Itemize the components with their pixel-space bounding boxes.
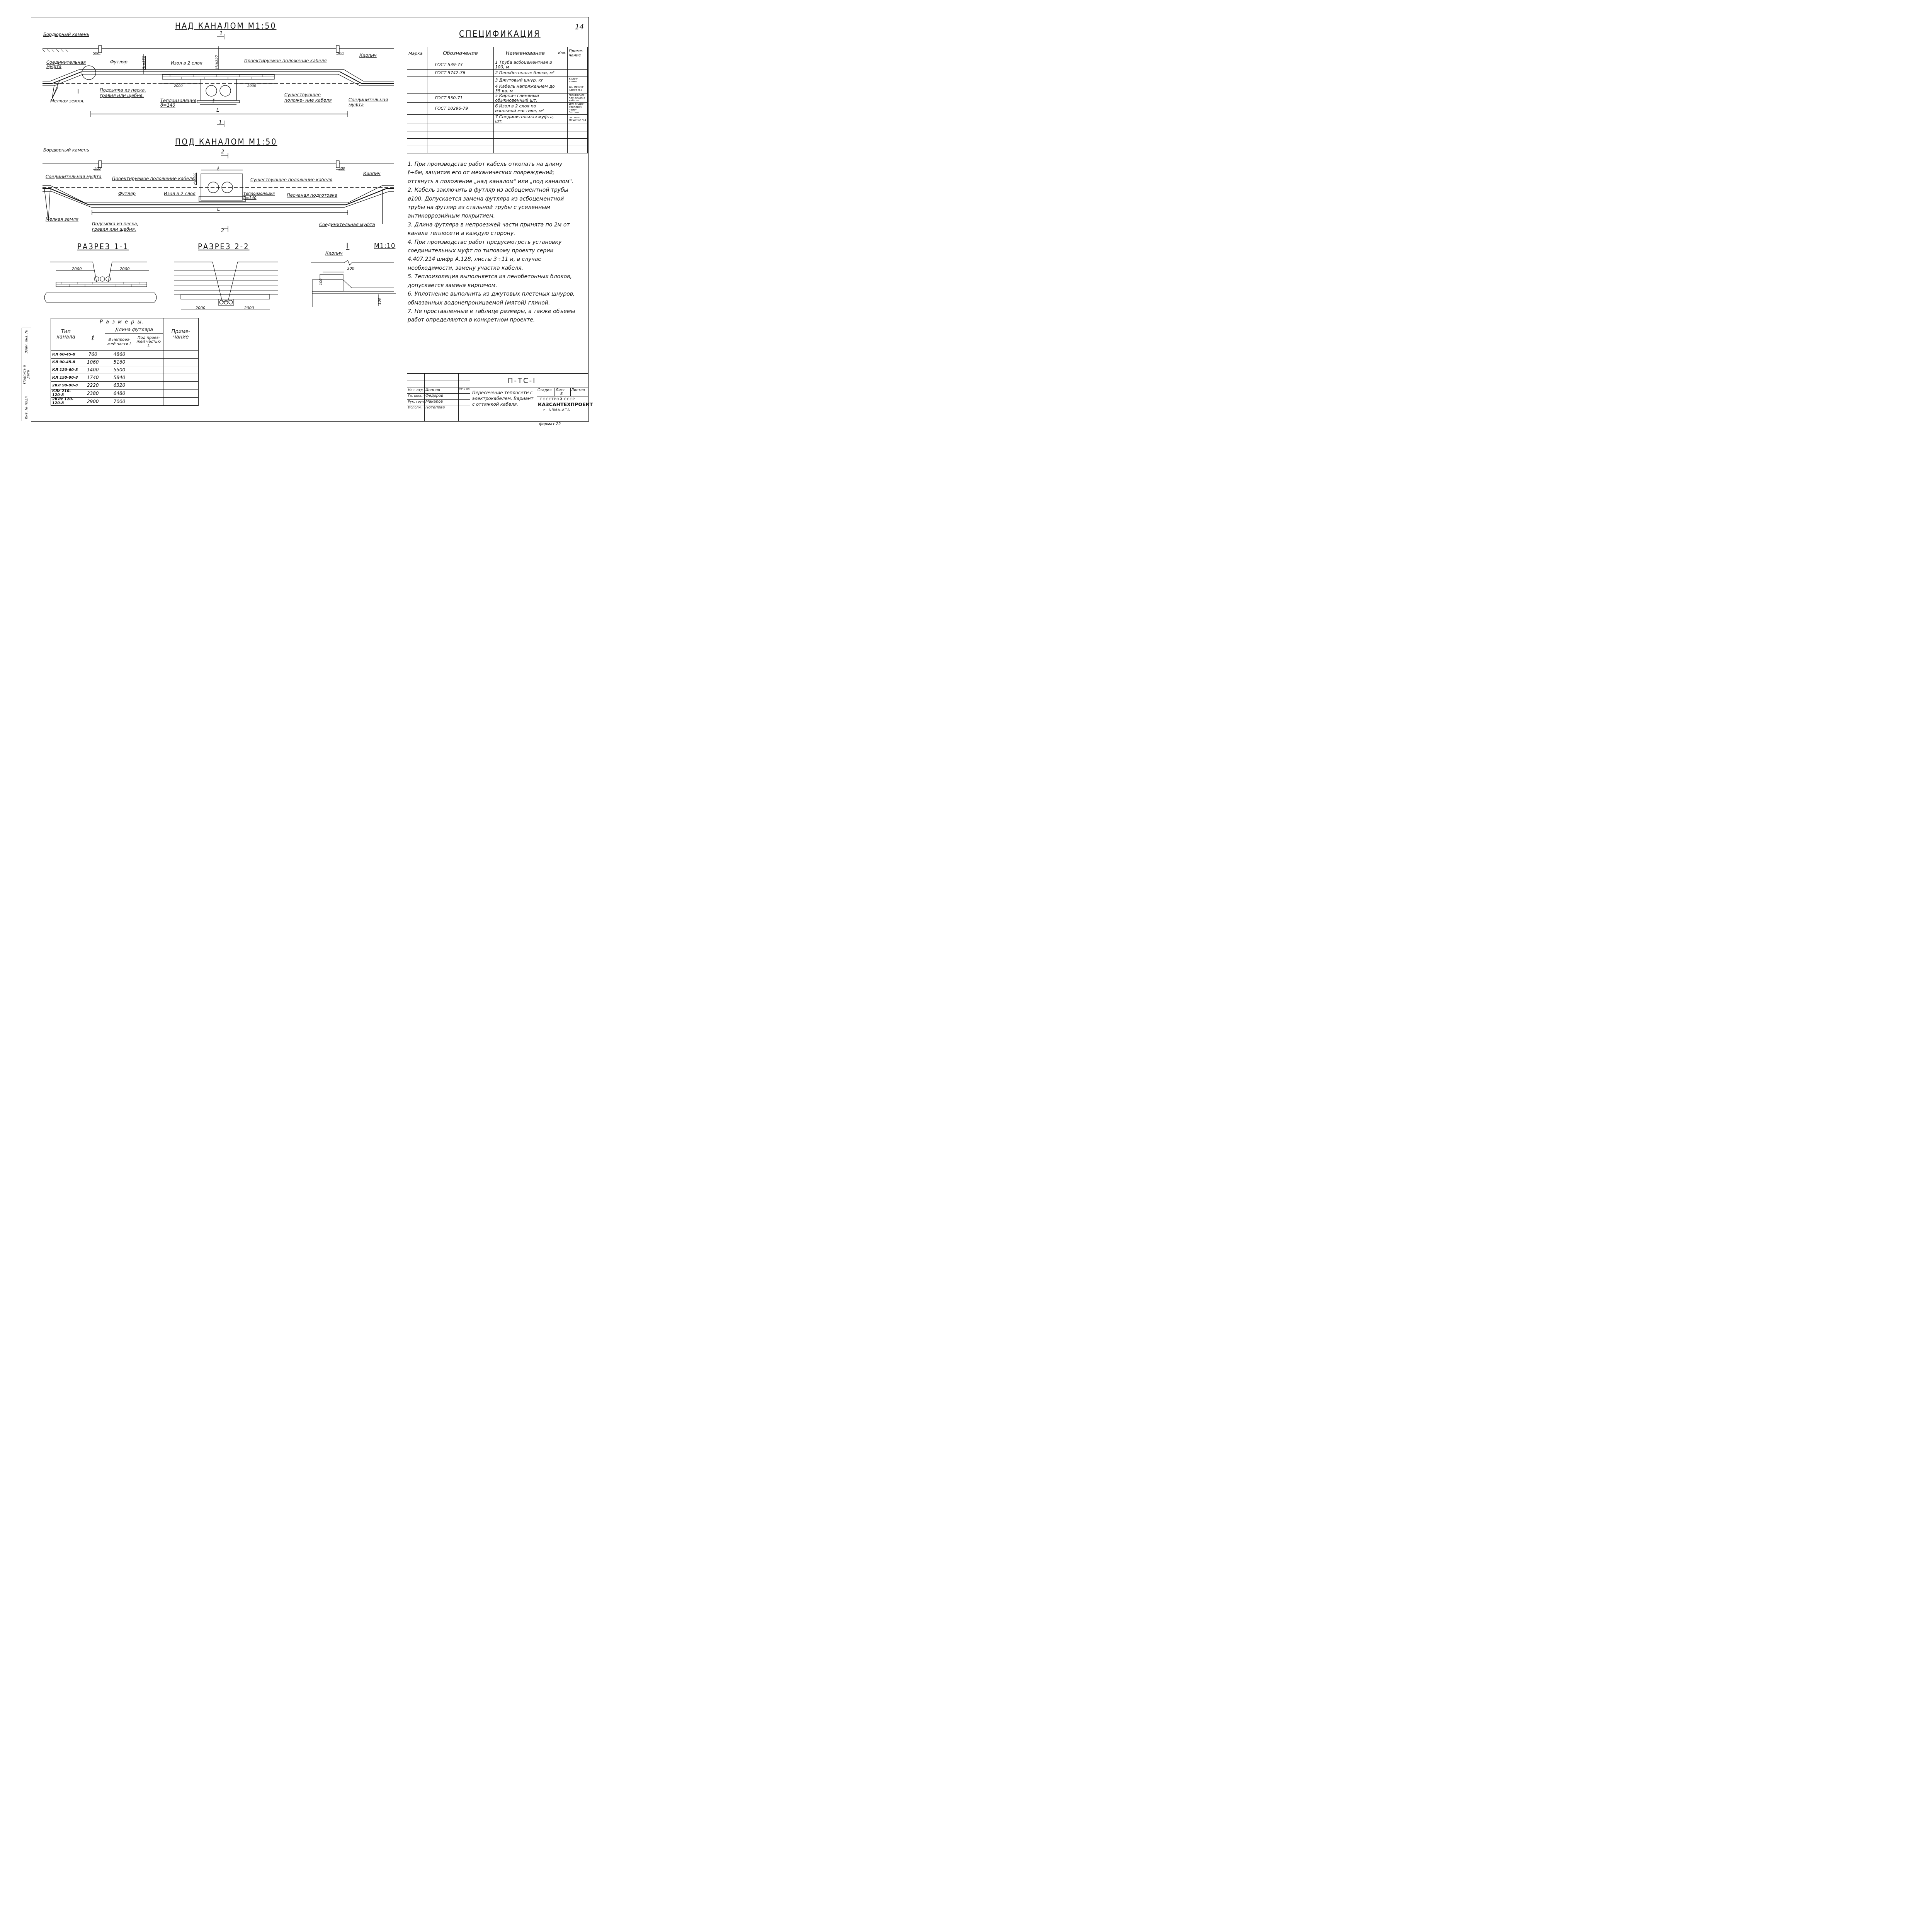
top-view-title: НАД КАНАЛОМ М1:50 [175, 21, 277, 31]
note-item: 4. При производстве работ предусмотреть установку соединительных муфт по типовому проекту серии 4.407.214 шифр А.128, листы 3÷11 и, в случае необходимости, замену участка кабеля. [408, 239, 562, 271]
spec-header-name: Наименование [494, 47, 557, 60]
dims-cell: КЛ 90-45-8 [51, 359, 81, 366]
title-block-person-name: Макаров [425, 400, 443, 404]
dims-header-nonroad: В непроез- жей части L [105, 334, 134, 351]
spec-cell [407, 138, 427, 146]
node-scale: М1:10 [374, 242, 396, 250]
spec-cell [557, 124, 568, 131]
top-label-fine-soil: Мелкая земля. [50, 98, 85, 104]
section1-drawing [43, 255, 158, 305]
dims-cell [163, 374, 199, 382]
spec-header-qty: Кол. [557, 47, 568, 60]
spec-cell [557, 84, 568, 94]
spec-table [407, 47, 588, 153]
bottom-label-sand: Песчаная подготовка [287, 192, 338, 198]
spec-cell [407, 124, 427, 131]
spec-cell [407, 103, 427, 114]
dims-cell: 6320 [105, 382, 134, 390]
spec-cell [568, 70, 588, 77]
spec-cell: 3 Джутовый шнур, кг [494, 77, 557, 84]
top-label-l: ℓ [213, 98, 215, 104]
title-block-role: Нач. отд. [408, 388, 424, 392]
bottom-label-500-left: 500 [94, 167, 101, 171]
note-item: 5. Теплоизоляция выполняется из пенобетонных блоков, допускается замена кирпичом. [408, 274, 572, 289]
bottom-sec-mark-top: 2 [221, 149, 224, 155]
top-label-projected: Проектируемое положение кабеля [244, 58, 327, 63]
title-block-person [407, 399, 470, 405]
bottom-label-500-right: 500 [338, 167, 345, 171]
dims-cell: 5500 [105, 366, 134, 374]
top-sec-mark-top: 1 [219, 31, 223, 37]
spec-cell: 4 Кабель напряжением до 35 кв. м [494, 84, 557, 94]
notes-block [408, 160, 580, 325]
top-label-h2: H₂≥350 [215, 55, 219, 69]
spec-cell [568, 131, 588, 138]
spec-cell [427, 114, 494, 124]
spec-cell [427, 124, 494, 131]
spec-cell [427, 146, 494, 153]
dims-cell [134, 374, 163, 382]
spec-cell [407, 60, 427, 70]
spec-cell [494, 146, 557, 153]
dims-cell: 760 [81, 351, 105, 359]
dims-cell [134, 390, 163, 398]
dims-cell [163, 390, 199, 398]
dims-header-sizes: Р а з м е р ы. [81, 318, 163, 326]
section2-dim1: 2000 [196, 306, 206, 310]
bottom-label-case: Футляр [118, 191, 136, 196]
spec-cell [568, 60, 588, 70]
section2-title: РАЗРЕЗ 2-2 [198, 242, 250, 251]
node-label-brick: Кирпич [325, 250, 343, 256]
title-block [407, 373, 593, 421]
node-dim-100b: 100 [378, 298, 382, 304]
spec-header-note: Приме- чание [568, 47, 588, 60]
top-label-2000-left: 2000 [174, 84, 183, 88]
dims-cell: 2220 [81, 382, 105, 390]
bottom-label-fill: Подсыпка из песка, гравия или щебня. [92, 221, 139, 232]
note-item: 7. Не проставленные в таблице размеры, а также объемы работ определяются в конкретном проекте. [408, 308, 575, 323]
dims-cell: 5840 [105, 374, 134, 382]
dims-cell [134, 351, 163, 359]
bottom-label-h3: H₃≥200 [193, 172, 197, 185]
spec-cell [557, 77, 568, 84]
spec-cell [427, 138, 494, 146]
top-label-heat: Теплоизоляция δ=140 [160, 98, 197, 108]
bottom-label-projected: Проектируемое положение кабеля [112, 176, 195, 181]
spec-cell [557, 70, 568, 77]
top-label-brick: Кирпич [359, 53, 377, 58]
dims-cell [134, 359, 163, 366]
side-stamp-repl: Взам. инв. № [25, 330, 29, 354]
spec-cell [557, 146, 568, 153]
spec-cell: 5 Кирпич глиняный обыкновенный шт. [494, 94, 557, 103]
section1-dim1: 2000 [72, 267, 82, 271]
title-block-person-name: Иванов [425, 388, 440, 392]
spec-cell: Механичес- кая защита кабеля [568, 94, 588, 103]
spec-cell: см. приме- чание п.4 [568, 84, 588, 94]
dims-header-l: ℓ [81, 326, 105, 351]
dims-cell: 1740 [81, 374, 105, 382]
title-block-description: Пересечение теплосети с электрокабелем. Вариант с оттяжкой кабеля. [472, 390, 534, 407]
bottom-view-title: ПОД КАНАЛОМ М1:50 [175, 137, 277, 146]
dims-cell [134, 397, 163, 405]
section2-dim2: 2000 [244, 306, 254, 310]
spec-cell [427, 84, 494, 94]
dims-header-case: Длина футляра [105, 326, 163, 334]
section2-drawing [170, 255, 282, 313]
top-label-fill: Подсыпка из песка, гравия или щебня. [100, 87, 146, 98]
spec-cell [407, 131, 427, 138]
bottom-label-brick: Кирпич [363, 171, 381, 176]
spec-cell: ГОСТ 539-73 [427, 60, 494, 70]
spec-cell: 7 Соединительная муфта, шт. [494, 114, 557, 124]
spec-cell: см. при- мечание п.4 [568, 114, 588, 124]
page-number: 14 [575, 23, 584, 31]
dims-header-note: Приме- чание [163, 318, 199, 351]
top-sec-mark-bottom: 1 [219, 120, 222, 126]
title-block-sheets-h: Листов [571, 388, 585, 392]
dims-cell [134, 366, 163, 374]
dims-cell: 5160 [105, 359, 134, 366]
dims-header-type: Тип канала [51, 318, 81, 351]
side-stamp-sign: Подпись и дата [23, 365, 31, 384]
spec-cell [557, 60, 568, 70]
top-label-h1: H₁=350 [142, 56, 146, 70]
spec-cell: ГОСТ 5742-76 [427, 70, 494, 77]
spec-cell [407, 84, 427, 94]
dims-cell: КЛс 210-120-8 [51, 390, 81, 398]
bottom-label-fine-soil: Мелкая земля [46, 216, 79, 222]
bottom-sec-mark-bottom: 2 [221, 228, 224, 234]
top-label-500-right: 500 [337, 52, 344, 56]
side-stamp-inv: Инв. № подл. [25, 395, 29, 420]
note-item: 1. При производстве работ кабель откопать на длину ℓ+6м, защитив его от механических повреждений; оттянуть в положение „над каналом" или „под каналом". [408, 161, 574, 185]
top-label-2000-right: 2000 [247, 84, 256, 88]
dims-header-road: Под проез- жей частью L [134, 334, 163, 351]
top-label-coupling-right: Соединительная муфта [349, 97, 388, 107]
dims-cell [163, 397, 199, 405]
dims-cell: 6480 [105, 390, 134, 398]
top-label-izol: Изол в 2 слоя [171, 60, 202, 66]
dims-cell: 2КЛс 120-120-8 [51, 397, 81, 405]
node-dim-300: 300 [347, 267, 355, 271]
top-label-500-left: 500 [93, 52, 100, 56]
title-block-org1: ГОССТРОЙ СССР [540, 398, 575, 401]
spec-cell [557, 94, 568, 103]
bottom-label-l: ℓ [217, 166, 219, 172]
title-block-code: П-ТС-I [508, 377, 536, 385]
spec-cell [557, 114, 568, 124]
dims-cell: 2КЛ 90-90-8 [51, 382, 81, 390]
top-label-coupling-left: Соединительная муфта [46, 60, 86, 69]
dims-cell [163, 351, 199, 359]
dims-cell: КЛ 150-90-8 [51, 374, 81, 382]
spec-header-designation: Обозначение [427, 47, 494, 60]
spec-cell [494, 124, 557, 131]
bottom-label-curb: Бордюрный камень [43, 147, 89, 153]
bottom-label-L: L [217, 206, 220, 212]
dims-cell [163, 359, 199, 366]
title-block-person [407, 405, 470, 411]
title-block-sheet: 8 [560, 392, 563, 396]
spec-cell [494, 131, 557, 138]
node-dim-100a: 100 [319, 278, 323, 285]
title-block-format: формат 22 [539, 422, 561, 426]
title-block-org2: КАЗСАНТЕХПРОЕКТ [538, 401, 593, 407]
note-item: 3. Длина футляра в непроезжей части принята по 2м от канала теплосети в каждую сторону. [408, 221, 570, 237]
dims-cell [134, 382, 163, 390]
section1-dim2: 2000 [120, 267, 130, 271]
top-label-curb: Бордюрный камень [43, 32, 89, 37]
spec-cell [557, 138, 568, 146]
dims-cell: 1060 [81, 359, 105, 366]
bottom-label-existing: Существующее положение кабеля [250, 177, 333, 182]
note-item: 2. Кабель заключить в футляр из асбоцементной трубы ø100. Допускается замена футляра из асбоцементной трубы на футляр из стальной трубы с усиленным антикоррозийным покрытием. [408, 187, 568, 219]
dims-cell: КЛ 60-45-8 [51, 351, 81, 359]
spec-cell: ГОСТ 10296-79 [427, 103, 494, 114]
spec-cell [407, 77, 427, 84]
spec-cell [407, 146, 427, 153]
title-block-role: Гл. конст. [408, 394, 425, 398]
dims-cell: 2900 [81, 397, 105, 405]
dimensions-table [51, 318, 199, 406]
spec-cell [494, 138, 557, 146]
title-block-org3: г. АЛМА-АТА [543, 408, 570, 412]
top-label-case: Футляр [110, 59, 128, 65]
top-label-existing: Существующее положе- ние кабеля [284, 92, 332, 103]
note-item: 6. Уплотнение выполнить из джутовых плетеных шнуров, обмазанных водонепроницаемой (мятой) глиной. [408, 291, 575, 306]
spec-cell [557, 103, 568, 114]
top-label-node: I [77, 88, 79, 95]
title-block-sheet-h: Лист [556, 388, 565, 392]
spec-title: СПЕЦИФИКАЦИЯ [459, 29, 541, 39]
title-block-person-name: Федоров [425, 394, 444, 398]
bottom-label-heat: Теплоизоляция δ=140 [243, 192, 275, 200]
spec-header-mark: Марка [407, 47, 427, 60]
spec-cell: Уплот- нение [568, 77, 588, 84]
side-stamp [22, 328, 31, 421]
title-block-date: 27.Х.86 [459, 388, 470, 391]
title-block-role: Рук. груп. [408, 400, 425, 404]
node-title: I [346, 241, 350, 250]
spec-cell [407, 114, 427, 124]
spec-cell [407, 70, 427, 77]
dims-cell: 2380 [81, 390, 105, 398]
dims-cell: 7000 [105, 397, 134, 405]
dims-cell: КЛ 120-60-8 [51, 366, 81, 374]
top-label-L: L [216, 107, 219, 113]
bottom-label-izol: Изол в 2 слоя [164, 191, 196, 196]
title-block-person [407, 393, 470, 400]
dims-cell [163, 382, 199, 390]
spec-cell [427, 77, 494, 84]
dims-cell: 4860 [105, 351, 134, 359]
spec-cell [568, 146, 588, 153]
section1-title: РАЗРЕЗ 1-1 [77, 242, 129, 251]
title-block-stage-h: Стадия [537, 388, 552, 392]
spec-cell: 6 Изол в 2 слоя по изольной мастике, м² [494, 103, 557, 114]
title-block-person-name: Потапова [425, 405, 445, 410]
spec-cell [427, 131, 494, 138]
bottom-label-coupling-right: Соединительная муфта [319, 222, 375, 227]
spec-cell [557, 131, 568, 138]
bottom-label-coupling-left: Соединительная муфта [46, 174, 102, 179]
spec-cell: ГОСТ 530-71 [427, 94, 494, 103]
dims-cell: 1400 [81, 366, 105, 374]
spec-cell: 2 Пенобетонные блоки, м³ [494, 70, 557, 77]
spec-cell [568, 138, 588, 146]
title-block-role: Исполн. [408, 406, 422, 410]
spec-cell: 1 Труба асбоцементная ø 100, м [494, 60, 557, 70]
spec-cell [407, 94, 427, 103]
spec-cell [568, 124, 588, 131]
dims-cell [163, 366, 199, 374]
spec-cell: Для гидро- изоляции пено- бетона [568, 103, 588, 114]
